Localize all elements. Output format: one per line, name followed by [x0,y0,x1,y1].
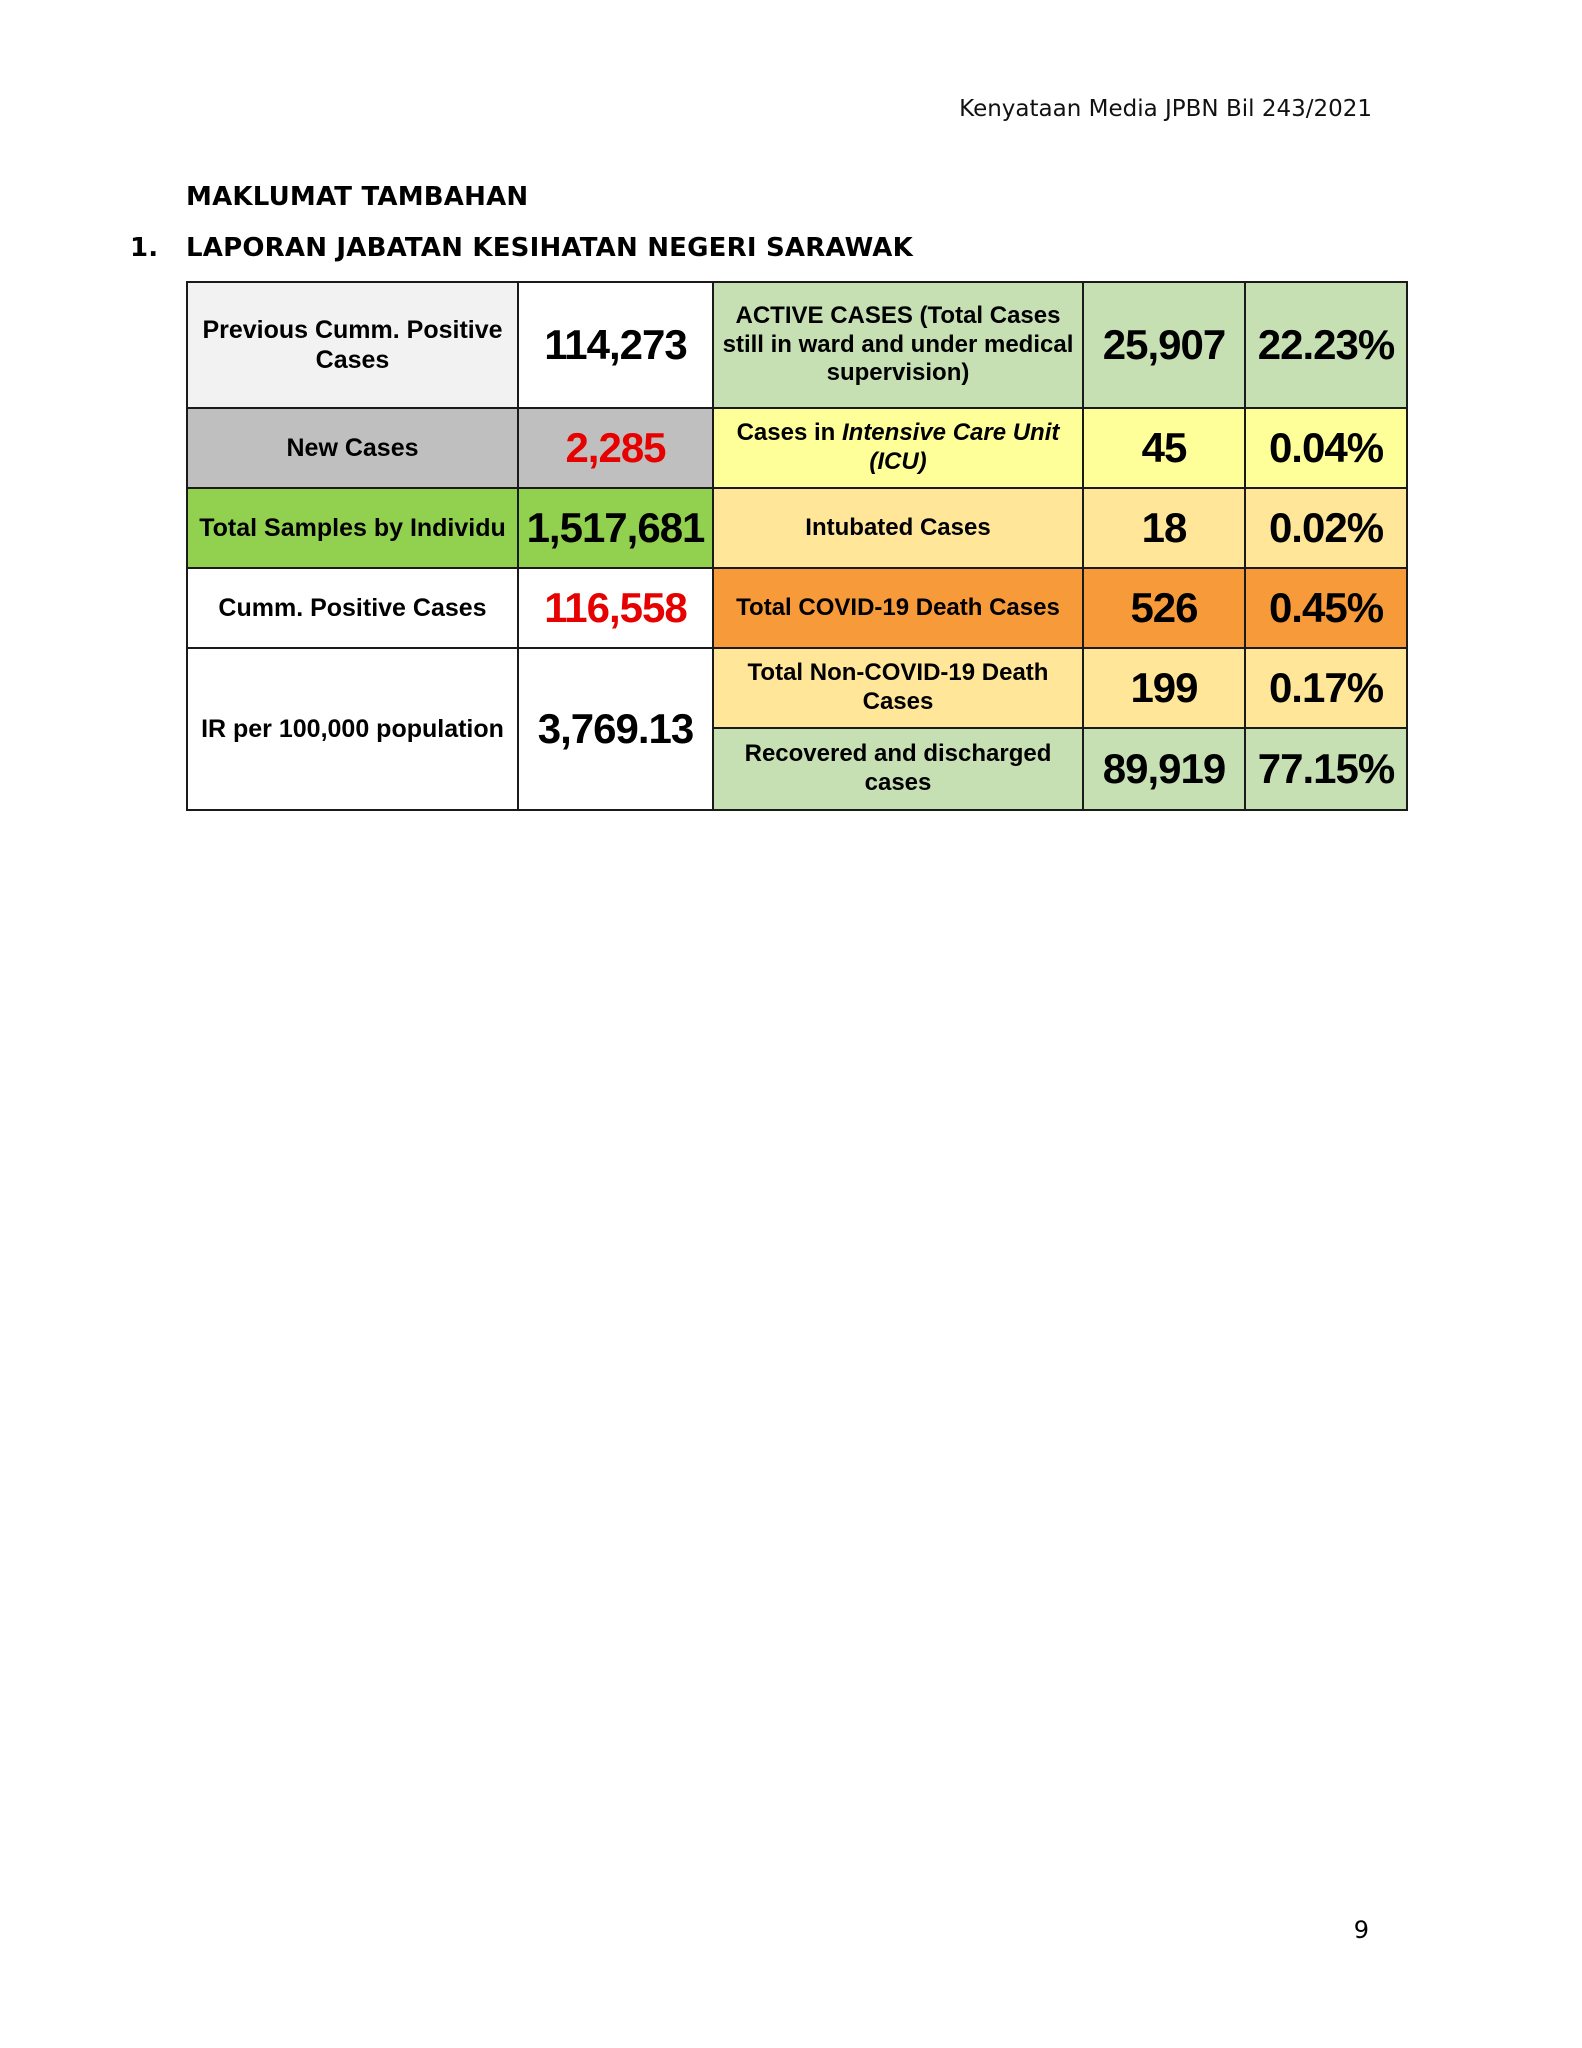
non-covid-deaths-count: 199 [1083,648,1245,728]
icu-label-italic: Intensive Care Unit (ICU) [841,419,1060,475]
covid-report-table [186,281,1408,811]
covid-deaths-count: 526 [1083,568,1245,648]
section-title: MAKLUMAT TAMBAHAN [186,182,529,212]
table-row [187,568,1407,648]
non-covid-deaths-percent: 0.17% [1245,648,1407,728]
new-cases-label: New Cases [187,408,518,488]
icu-cases-label [713,408,1083,488]
active-cases-percent: 22.23% [1245,282,1407,408]
ir-per-100k-label: IR per 100,000 population [187,648,518,810]
icu-cases-percent: 0.04% [1245,408,1407,488]
table-row [187,488,1407,568]
page-number: 9 [1353,1916,1369,1944]
table-row [187,282,1407,408]
cumm-positive-value: 116,558 [518,568,713,648]
section-item-heading: LAPORAN JABATAN KESIHATAN NEGERI SARAWAK [186,233,913,263]
recovered-count: 89,919 [1083,728,1245,810]
document-reference: Kenyataan Media JPBN Bil 243/2021 [959,96,1372,122]
cumm-positive-label: Cumm. Positive Cases [187,568,518,648]
table-row [187,648,1407,728]
ir-per-100k-value: 3,769.13 [518,648,713,810]
recovered-label: Recovered and discharged cases [713,728,1083,810]
covid-deaths-percent: 0.45% [1245,568,1407,648]
section-item-number: 1. [130,233,159,263]
new-cases-value: 2,285 [518,408,713,488]
total-samples-value: 1,517,681 [518,488,713,568]
recovered-percent: 77.15% [1245,728,1407,810]
intubated-cases-label: Intubated Cases [713,488,1083,568]
covid-deaths-label: Total COVID-19 Death Cases [713,568,1083,648]
intubated-cases-count: 18 [1083,488,1245,568]
intubated-cases-percent: 0.02% [1245,488,1407,568]
previous-cumm-positive-label: Previous Cumm. Positive Cases [187,282,518,408]
icu-cases-count: 45 [1083,408,1245,488]
section-heading [130,233,913,263]
active-cases-label: ACTIVE CASES (Total Cases still in ward and under medical supervision) [713,282,1083,408]
non-covid-deaths-label: Total Non-COVID-19 Death Cases [713,648,1083,728]
active-cases-count: 25,907 [1083,282,1245,408]
previous-cumm-positive-value: 114,273 [518,282,713,408]
table-row [187,408,1407,488]
total-samples-label: Total Samples by Individu [187,488,518,568]
icu-label-prefix: Cases in [736,419,842,447]
